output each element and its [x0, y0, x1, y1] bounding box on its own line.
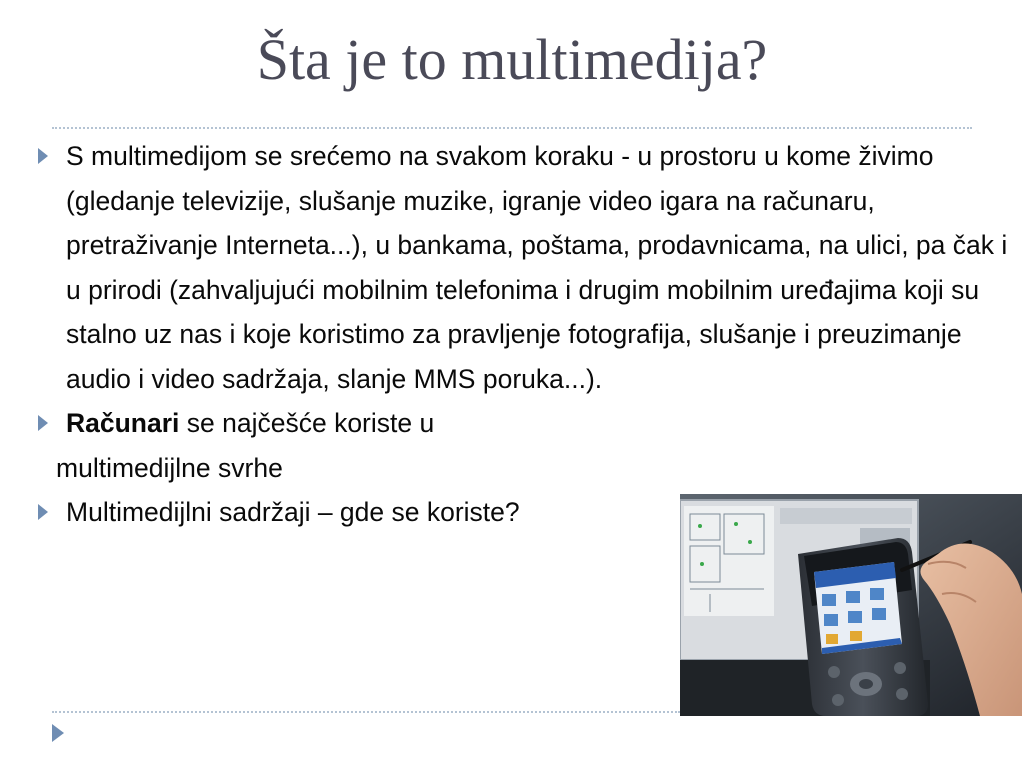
triangle-right-icon[interactable]: [52, 724, 64, 742]
bullet-list: [30, 134, 1020, 535]
bullet-text-rest: se najčešće koriste u: [179, 408, 435, 438]
bullet-text: Multimedijlni sadržaji – gde se koriste?: [66, 497, 520, 527]
bullet-arrow-icon: [38, 415, 48, 431]
slide-title: Šta je to multimedija?: [256, 27, 768, 92]
bullet-continuation: multimedijlne svrhe: [56, 452, 283, 483]
pda-photo: [680, 494, 1022, 716]
top-divider: [52, 127, 972, 129]
bullet-text: [66, 408, 434, 438]
bullet-text: S multimedijom se srećemo na svakom koraku - u prostoru u kome živimo (gledanje televizije, slušanje muzike, igranje video igara na računaru, pretraživanje Interneta...), u bankama, poštama, prodavnicama, na ulici, pa čak i u prirodi (zahvaljujući mobilnim telefonima i drugim mobilnim uređajima koji su stalno uz nas i koje koristimo za pravljenje fotografija, slušanje i preuzimanje audio i video sadržaja, slanje MMS poruka...).: [66, 141, 1008, 394]
bottom-divider: [52, 711, 680, 713]
bullet-item: [30, 134, 1021, 401]
bullet-arrow-icon: [38, 504, 48, 520]
bullet-item: [30, 401, 1020, 446]
bullet-arrow-icon: [38, 148, 48, 164]
bullet-bold-text: Računari: [66, 408, 180, 438]
